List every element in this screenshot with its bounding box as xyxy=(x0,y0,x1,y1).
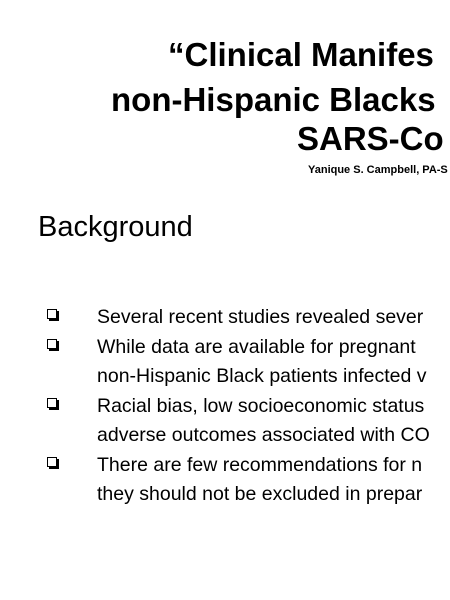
checkbox-bullet-icon xyxy=(47,398,57,408)
bullet-item xyxy=(0,333,450,392)
bullet-item xyxy=(0,451,450,510)
checkbox-bullet-icon xyxy=(47,339,57,349)
title-line-3: SARS-Co xyxy=(297,120,444,157)
bullet-list xyxy=(0,303,450,510)
title-line-1: “Clinical Manifes xyxy=(168,36,434,73)
author-byline: Yanique S. Campbell, PA-S xyxy=(308,164,448,176)
checkbox-bullet-icon xyxy=(47,309,57,319)
bullet-text-line: non-Hispanic Black patients infected v xyxy=(97,365,427,387)
checkbox-bullet-icon xyxy=(47,457,57,467)
bullet-item xyxy=(0,392,450,451)
title-line-2: non-Hispanic Blacks xyxy=(111,81,436,118)
bullet-text-line: While data are available for pregnant xyxy=(97,335,416,358)
bullet-item xyxy=(0,303,450,333)
bullet-text-line: Several recent studies revealed sever xyxy=(97,306,424,328)
section-heading: Background xyxy=(38,211,193,243)
bullet-text-line: Racial bias, low socioeconomic status xyxy=(97,394,425,417)
bullet-text-line: There are few recommendations for n xyxy=(97,453,423,476)
bullet-text-line: they should not be excluded in prepar xyxy=(97,483,423,505)
bullet-text-line: adverse outcomes associated with CO xyxy=(97,424,430,446)
